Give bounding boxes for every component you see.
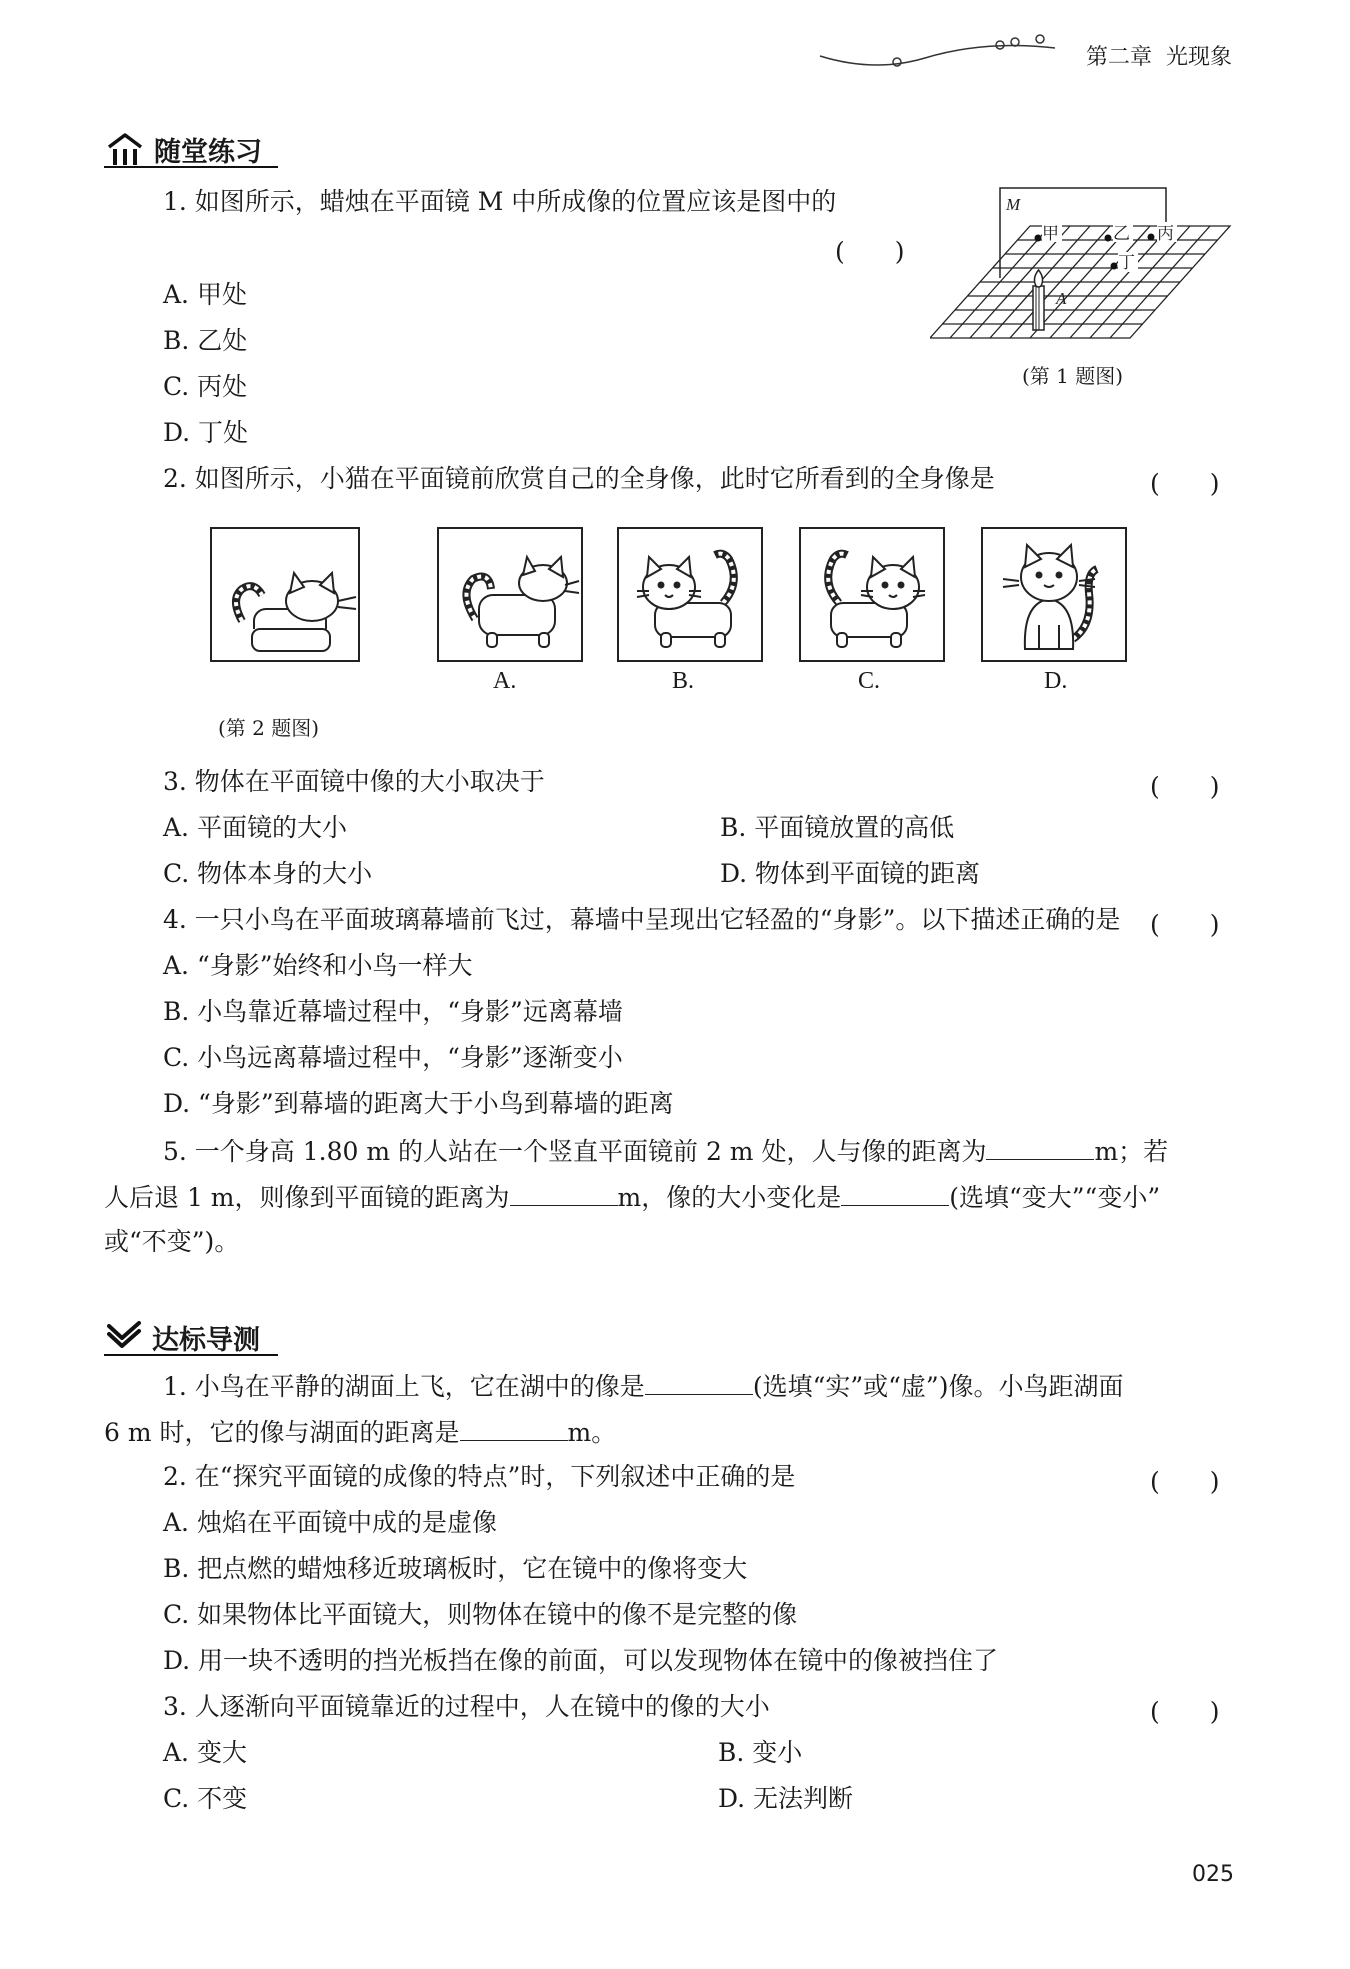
section-title-practice: 随堂练习 — [154, 137, 262, 168]
s2-q1-line2-end: m。 — [567, 1418, 617, 1447]
q1-option-c: C. 丙处 — [163, 372, 248, 401]
house-icon — [106, 132, 144, 168]
s2-q1-line1 — [163, 1370, 1123, 1402]
q1-answer-paren: ( ) — [835, 237, 905, 266]
s2-q3-option-c: C. 不变 — [163, 1784, 248, 1813]
section-title-assessment: 达标导测 — [152, 1325, 260, 1356]
s2-q2-answer-paren: ( ) — [1150, 1467, 1220, 1496]
point-jia: 甲 — [1042, 224, 1059, 244]
mirror-label: M — [1006, 195, 1021, 214]
section2-title-underline — [104, 1354, 278, 1356]
s2-q1-line1-text: 1. 小鸟在平静的湖面上飞，它在湖中的像是 — [163, 1372, 645, 1401]
s2-q1-blank-2[interactable] — [460, 1416, 568, 1441]
chapter-label: 第二章 — [1086, 45, 1153, 70]
q5-line2-text: 人后退 1 m，则像到平面镜的距离为 — [104, 1183, 510, 1212]
q3-option-c: C. 物体本身的大小 — [163, 859, 373, 888]
s2-q3-stem: 3. 人逐渐向平面镜靠近的过程中，人在镜中的像的大小 — [163, 1692, 770, 1721]
q5-line2-end: (选填“变大”“变小” — [949, 1183, 1161, 1212]
q1-option-d: D. 丁处 — [163, 418, 249, 447]
s2-q2-option-b: B. 把点燃的蜡烛移近玻璃板时，它在镜中的像将变大 — [163, 1554, 748, 1583]
q2-option-c-label: C. — [858, 668, 881, 694]
q2-option-d-label: D. — [1044, 668, 1068, 694]
s2-q2-stem: 2. 在“探究平面镜的成像的特点”时，下列叙述中正确的是 — [163, 1462, 796, 1491]
q5-blank-1[interactable] — [986, 1135, 1094, 1160]
q3-stem: 3. 物体在平面镜中像的大小取决于 — [163, 767, 545, 796]
q2-option-b-label: B. — [672, 668, 695, 694]
topic-label: 光现象 — [1166, 45, 1233, 70]
q5-line1 — [163, 1135, 1168, 1167]
q2-option-d-figure — [981, 527, 1127, 662]
q2-option-a-figure — [437, 527, 583, 662]
q2-option-a-label: A. — [493, 668, 517, 694]
s2-q1-blank-1[interactable] — [645, 1370, 753, 1395]
q4-option-d: D. “身影”到幕墙的距离大于小鸟到幕墙的距离 — [163, 1089, 674, 1118]
q5-blank-2[interactable] — [510, 1181, 618, 1206]
q4-stem: 4. 一只小鸟在平面玻璃幕墙前飞过，幕墙中呈现出它轻盈的“身影”。以下描述正确的是 — [163, 905, 1121, 934]
q4-answer-paren: ( ) — [1150, 910, 1220, 939]
point-a: A — [1056, 289, 1067, 308]
point-yi: 乙 — [1113, 224, 1130, 244]
q4-option-b: B. 小鸟靠近幕墙过程中，“身影”远离幕墙 — [163, 997, 623, 1026]
chapter-header — [1086, 40, 1232, 71]
q3-answer-paren: ( ) — [1150, 772, 1220, 801]
q5-line2-mid: m，像的大小变化是 — [617, 1183, 842, 1212]
s2-q1-line2-text: 6 m 时，它的像与湖面的距离是 — [104, 1418, 460, 1447]
q2-stem: 2. 如图所示，小猫在平面镜前欣赏自己的全身像，此时它所看到的全身像是 — [163, 464, 995, 493]
q2-scene-box — [210, 527, 360, 662]
q2-answer-paren: ( ) — [1150, 469, 1220, 498]
q5-blank-3[interactable] — [841, 1181, 949, 1206]
section-title-underline — [104, 166, 278, 168]
s2-q3-option-a: A. 变大 — [163, 1738, 247, 1767]
q2-option-b-figure — [617, 527, 763, 662]
s2-q1-line1-end: (选填“实”或“虚”)像。小鸟距湖面 — [752, 1372, 1124, 1401]
q1-option-b: B. 乙处 — [163, 326, 248, 355]
q4-option-a: A. “身影”始终和小鸟一样大 — [163, 951, 473, 980]
double-check-icon — [106, 1320, 142, 1348]
q5-line3: 或“不变”)。 — [104, 1227, 240, 1256]
q5-line2 — [104, 1181, 1160, 1213]
s2-q3-option-d: D. 无法判断 — [718, 1784, 854, 1813]
point-bing: 丙 — [1157, 224, 1174, 244]
q3-option-a: A. 平面镜的大小 — [163, 813, 347, 842]
q3-option-d: D. 物体到平面镜的距离 — [720, 859, 981, 888]
q5-line1-text: 5. 一个身高 1.80 m 的人站在一个竖直平面镜前 2 m 处，人与像的距离为 — [163, 1137, 987, 1166]
s2-q2-option-c: C. 如果物体比平面镜大，则物体在镜中的像不是完整的像 — [163, 1600, 798, 1629]
s2-q1-line2 — [104, 1416, 616, 1448]
q4-option-c: C. 小鸟远离幕墙过程中，“身影”逐渐变小 — [163, 1043, 623, 1072]
s2-q2-option-d: D. 用一块不透明的挡光板挡在像的前面，可以发现物体在镜中的像被挡住了 — [163, 1646, 999, 1675]
q1-mirror-figure — [930, 182, 1235, 352]
q2-option-c-figure — [799, 527, 945, 662]
s2-q3-answer-paren: ( ) — [1150, 1697, 1220, 1726]
header-decoration — [815, 28, 1075, 68]
q1-stem: 1. 如图所示，蜡烛在平面镜 M 中所成像的位置应该是图中的 — [163, 187, 837, 216]
s2-q2-option-a: A. 烛焰在平面镜中成的是虚像 — [163, 1508, 497, 1537]
q1-option-a: A. 甲处 — [163, 280, 247, 309]
point-ding: 丁 — [1118, 253, 1135, 273]
q3-option-b: B. 平面镜放置的高低 — [720, 813, 955, 842]
q1-figure-caption: (第 1 题图) — [1022, 364, 1124, 388]
q5-line1-end: m；若 — [1094, 1137, 1169, 1166]
page-number: 025 — [1192, 1862, 1234, 1887]
q2-figure-caption: (第 2 题图) — [218, 716, 320, 740]
s2-q3-option-b: B. 变小 — [718, 1738, 803, 1767]
